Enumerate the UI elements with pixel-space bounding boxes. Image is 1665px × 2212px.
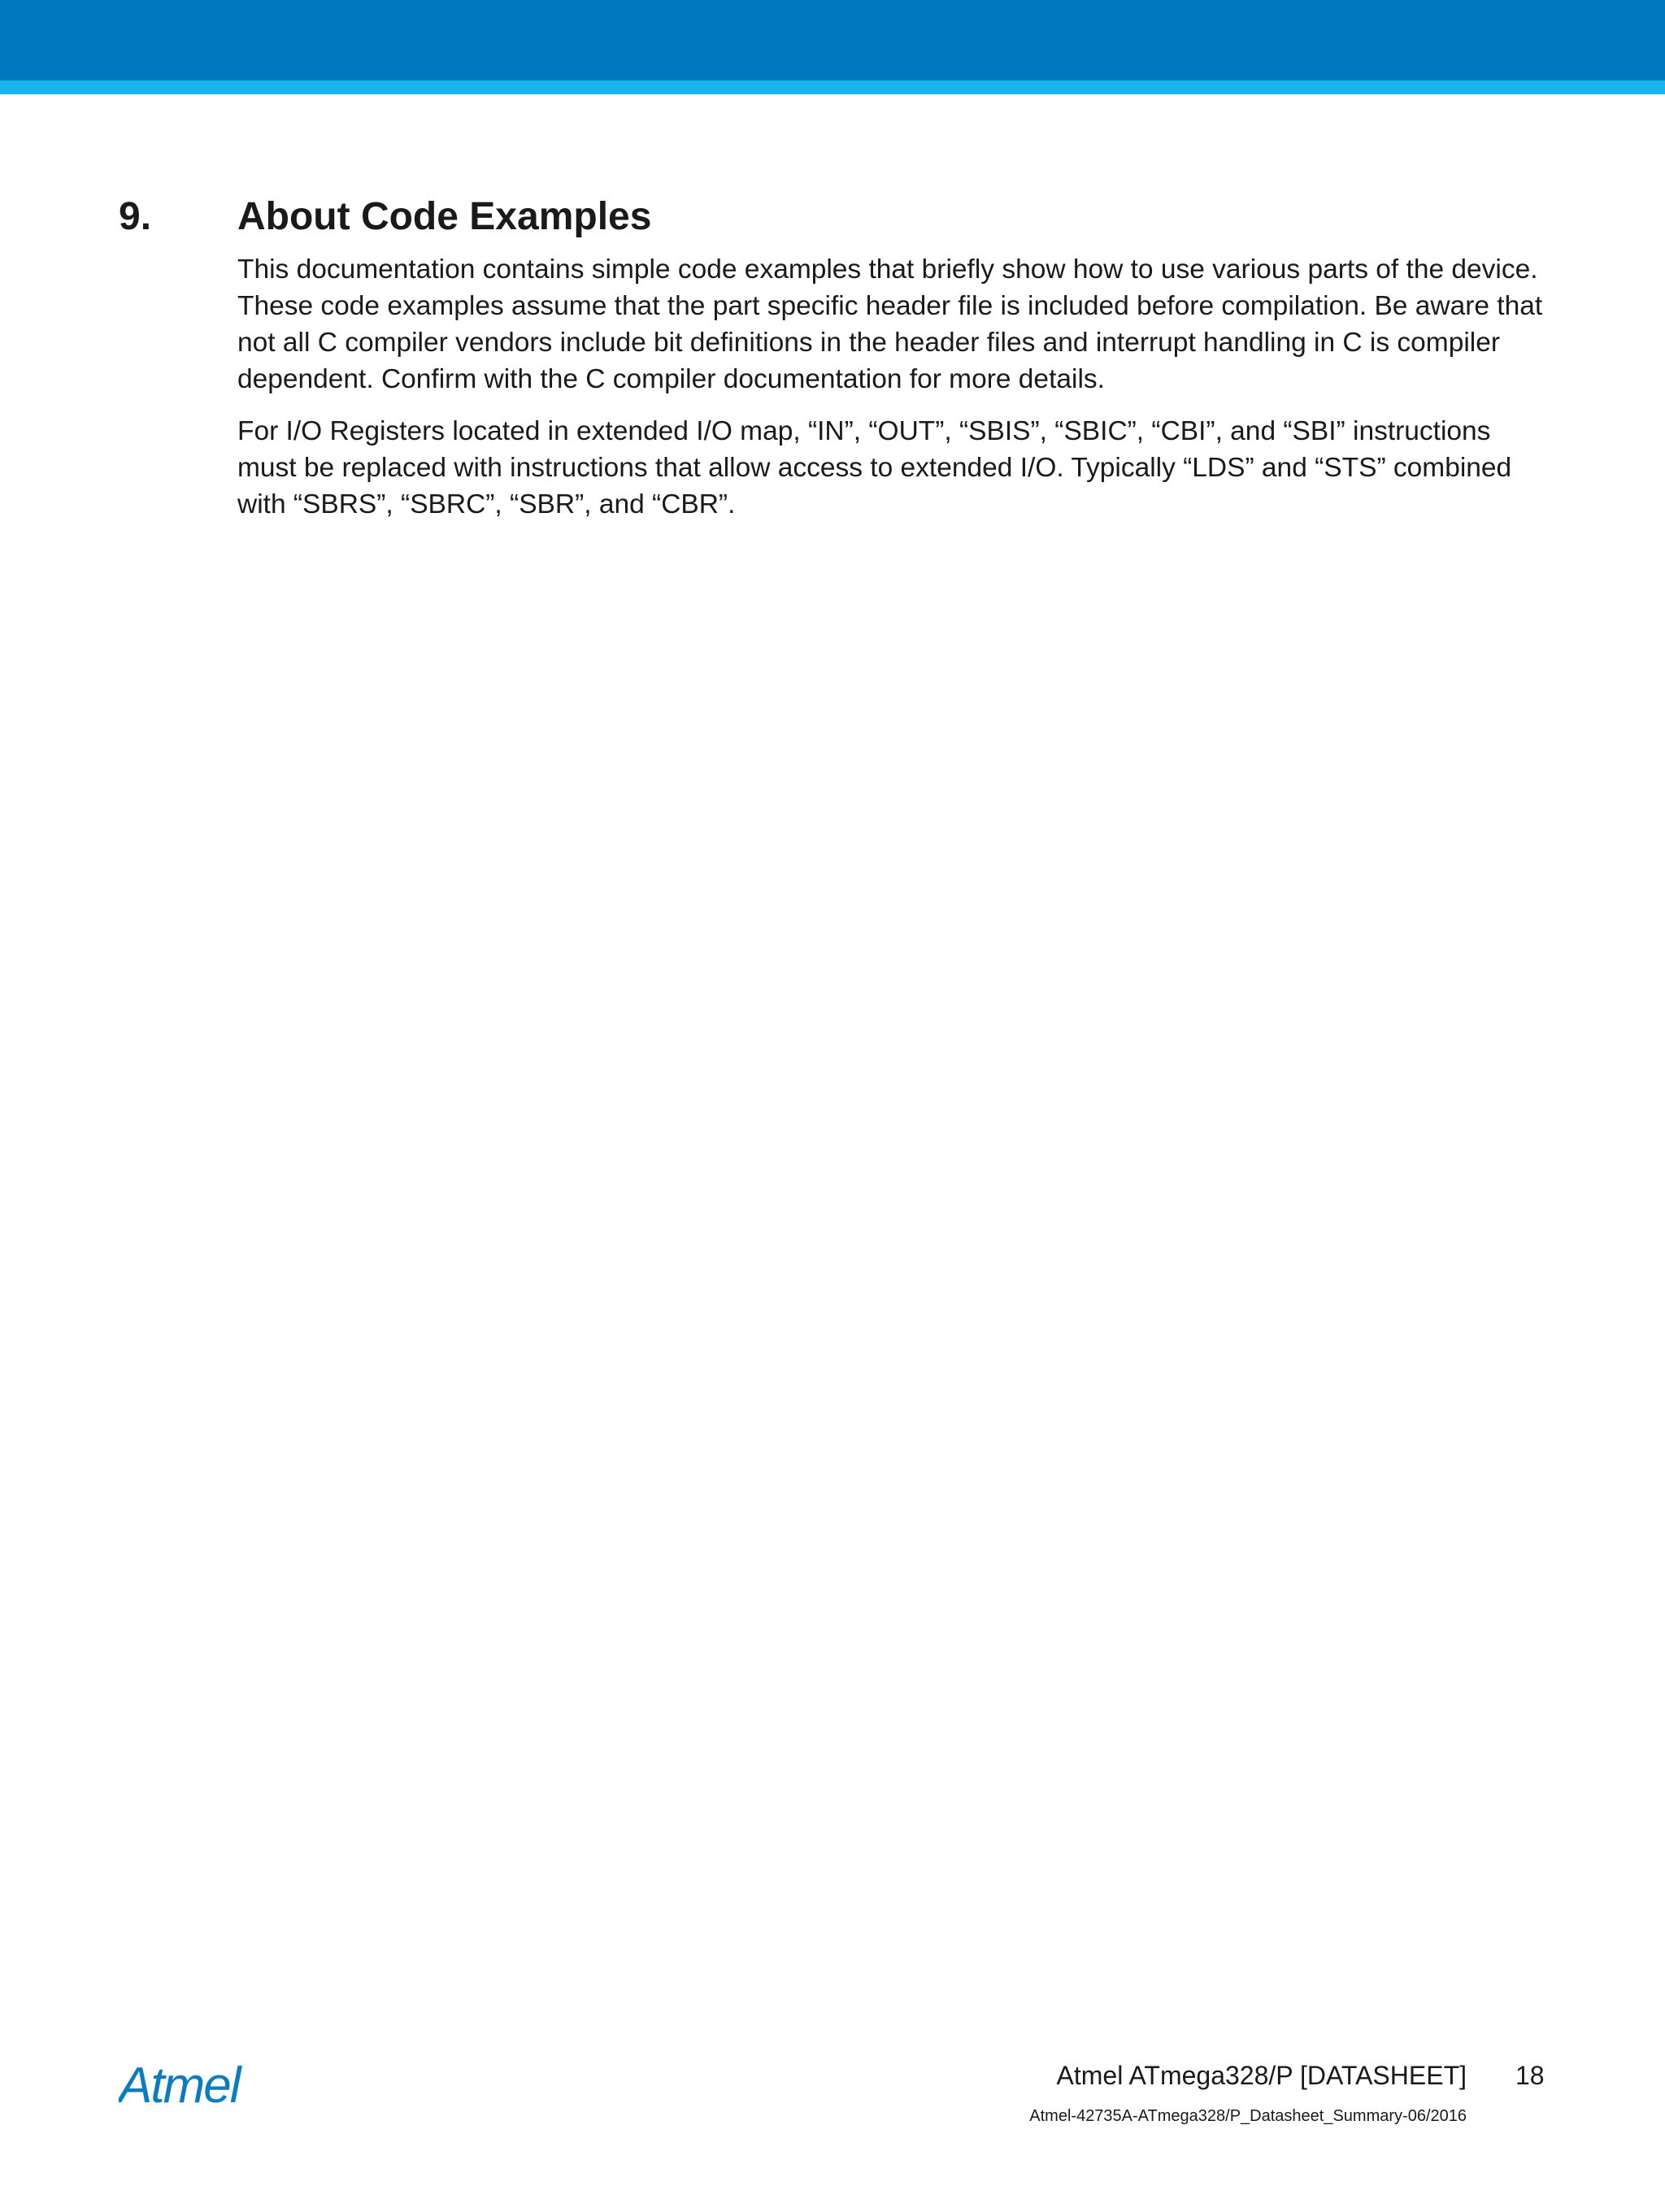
page-number: 18: [1515, 2061, 1545, 2090]
body-paragraph-2: For I/O Registers located in extended I/O map, “IN”, “OUT”, “SBIS”, “SBIC”, “CBI”, and “SBI” instructions must be replaced with instructions that allow access to extended I/O. Typically “LDS” and “STS” combined with “SBRS”, “SBRC”, “SBR”, and “CBR”.: [237, 416, 1512, 519]
atmel-logo: [119, 2055, 281, 2112]
section-title: About Code Examples: [237, 195, 652, 238]
body-paragraph-1: This documentation contains simple code examples that briefly show how to use various parts of the device. These code examples assume that the part specific header file is included before compilation. Be aware that not all C compiler vendors include bit definitions in the header files and interrupt handling in C is compiler dependent. Confirm with the C compiler documentation for more details.: [237, 254, 1543, 394]
header-band: [0, 0, 1665, 80]
footer-doc-id: Atmel-42735A-ATmega328/P_Datasheet_Summary-06/2016: [1029, 2107, 1467, 2125]
section-number: 9.: [119, 195, 152, 238]
footer-doc-title: Atmel ATmega328/P [DATASHEET]: [1056, 2061, 1467, 2090]
header-stripe: [0, 80, 1665, 94]
svg-text:Atmel: Atmel: [119, 2058, 240, 2112]
